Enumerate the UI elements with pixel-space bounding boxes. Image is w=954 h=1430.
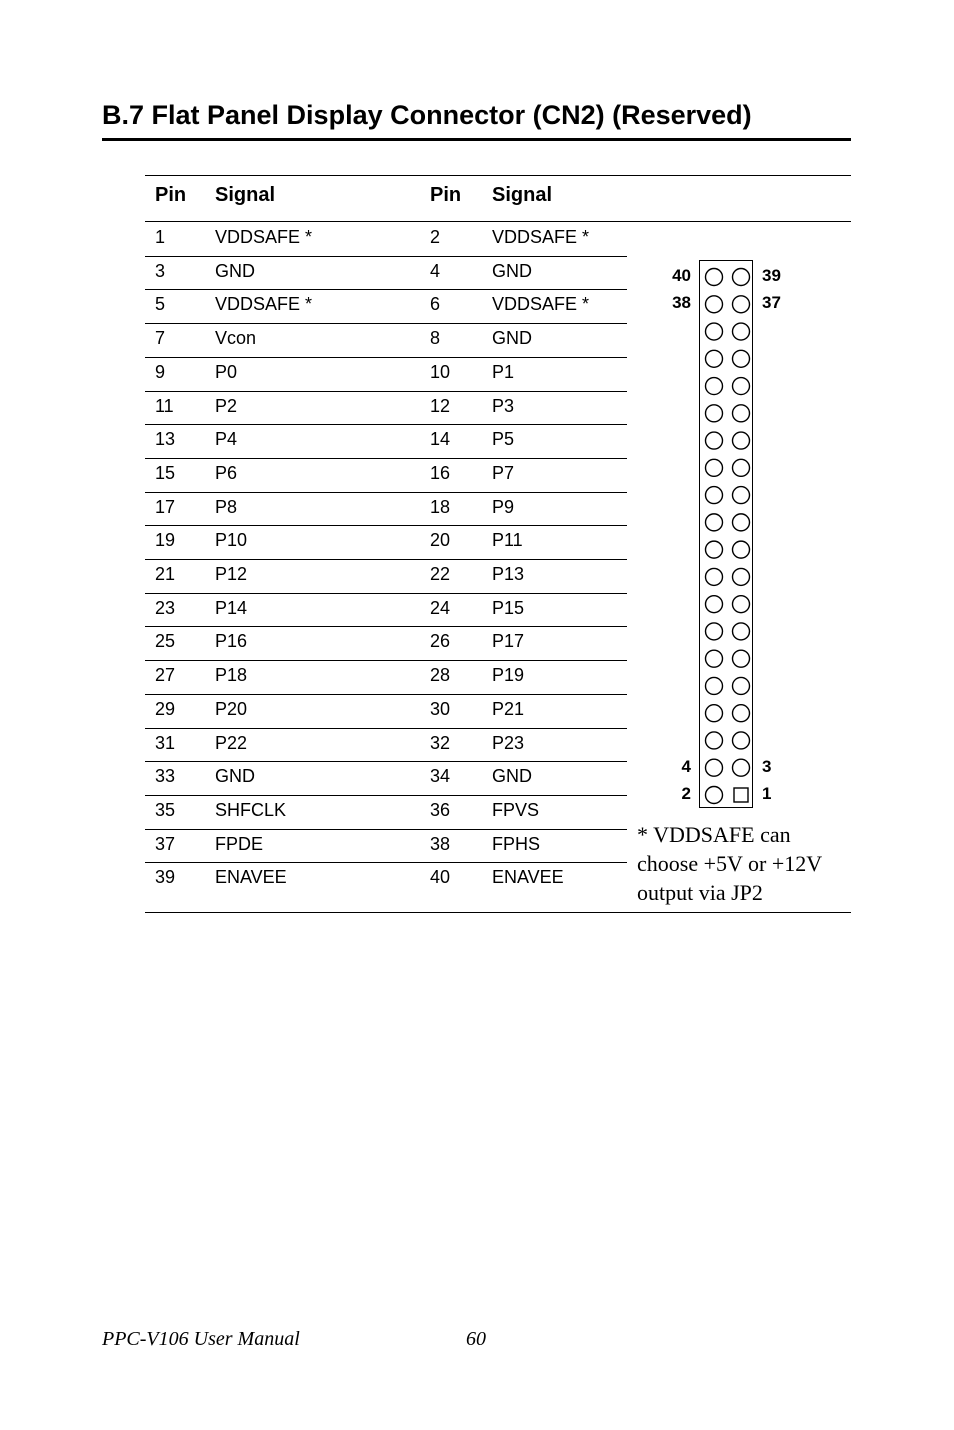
cell-signal-odd: P2 — [215, 395, 238, 416]
cell-signal-even: FPHS — [492, 833, 541, 854]
cell-pin-even: 26 — [430, 631, 451, 652]
header-signal-1: Signal — [215, 184, 276, 206]
cell-pin-odd: 29 — [155, 698, 176, 719]
pin-circle — [706, 759, 723, 776]
cell-pin-even: 12 — [430, 395, 451, 416]
cell-pin-odd: 7 — [155, 328, 166, 349]
footer-manual-title: PPC-V106 User Manual — [102, 1328, 300, 1350]
cell-pin-odd: 15 — [155, 462, 176, 483]
pin-circle — [706, 350, 723, 367]
cell-signal-even: GND — [492, 766, 532, 787]
pin-circle — [706, 378, 723, 395]
note-line-1: * VDDSAFE can — [637, 822, 791, 847]
connector-pins — [700, 261, 754, 809]
cell-pin-even: 40 — [430, 867, 451, 888]
cell-signal-odd: P16 — [215, 631, 248, 652]
cell-signal-odd: P6 — [215, 462, 238, 483]
cell-signal-odd: P4 — [215, 429, 238, 450]
cell-pin-even: 22 — [430, 564, 451, 584]
cell-signal-even: GND — [492, 328, 532, 349]
pin-label-37: 37 — [762, 293, 781, 312]
cell-pin-odd: 33 — [155, 766, 176, 787]
cell-signal-even: GND — [492, 260, 532, 281]
cell-signal-odd: P22 — [215, 732, 248, 753]
cell-signal-even: P21 — [492, 698, 525, 719]
header-signal-2: Signal — [492, 184, 553, 206]
pin-circle — [733, 623, 750, 640]
cell-signal-odd: P14 — [215, 597, 248, 618]
cell-pin-odd: 25 — [155, 631, 176, 652]
cell-pin-even: 18 — [430, 496, 451, 517]
cell-signal-odd: FPDE — [215, 833, 264, 854]
cell-signal-even: VDDSAFE * — [492, 294, 590, 315]
row-divider — [145, 728, 627, 729]
row-divider — [145, 559, 627, 560]
pin-circle — [733, 650, 750, 667]
pin-circle — [706, 787, 723, 804]
table-bottom-rule — [145, 912, 851, 913]
cell-signal-odd: P12 — [215, 564, 248, 584]
cell-signal-odd: GND — [215, 766, 255, 787]
pin-circle — [733, 705, 750, 722]
pin-label-38: 38 — [672, 293, 691, 312]
title-underline — [102, 138, 851, 141]
pin-circle — [706, 705, 723, 722]
row-divider — [145, 492, 627, 493]
cell-pin-even: 32 — [430, 732, 451, 753]
pin-circle — [733, 350, 750, 367]
cell-signal-even: P15 — [492, 597, 525, 618]
cell-pin-even: 4 — [430, 260, 441, 281]
cell-pin-odd: 21 — [155, 564, 176, 584]
cell-pin-even: 28 — [430, 665, 451, 686]
cell-signal-even: P3 — [492, 395, 515, 416]
cell-pin-even: 6 — [430, 294, 441, 315]
table-top-rule — [145, 175, 851, 176]
cell-pin-odd: 17 — [155, 496, 176, 517]
cell-signal-odd: VDDSAFE * — [215, 227, 313, 247]
pin-circle — [706, 732, 723, 749]
cell-pin-odd: 3 — [155, 260, 166, 281]
cell-signal-even: P7 — [492, 462, 515, 483]
row-divider — [145, 256, 627, 257]
cell-pin-odd: 11 — [155, 395, 174, 416]
note-line-3: output via JP2 — [637, 880, 763, 905]
cell-signal-even: P23 — [492, 732, 525, 753]
pin-1-square — [734, 788, 748, 802]
row-divider — [145, 862, 627, 863]
pin-circle — [733, 432, 750, 449]
cell-signal-even: P1 — [492, 361, 515, 382]
connector-diagram — [699, 260, 753, 808]
pin-circle — [733, 677, 750, 694]
cell-signal-even: P17 — [492, 631, 525, 652]
cell-pin-even: 38 — [430, 833, 451, 854]
pin-circle — [733, 487, 750, 504]
cell-signal-odd: SHFCLK — [215, 799, 287, 820]
cell-signal-odd: P0 — [215, 361, 238, 382]
cell-signal-even: P5 — [492, 429, 515, 450]
row-divider — [145, 525, 627, 526]
pin-circle — [706, 650, 723, 667]
pin-circle — [733, 514, 750, 531]
header-pin-1: Pin — [155, 184, 187, 206]
pin-circle — [706, 596, 723, 613]
table-header-rule — [145, 221, 851, 222]
cell-signal-odd: P10 — [215, 530, 248, 551]
cell-signal-even: FPVS — [492, 799, 540, 820]
cell-pin-even: 36 — [430, 799, 451, 820]
pin-circle — [733, 378, 750, 395]
pin-label-40: 40 — [672, 266, 691, 285]
header-pin-2: Pin — [430, 184, 462, 206]
pin-circle — [706, 514, 723, 531]
pin-circle — [706, 432, 723, 449]
cell-signal-even: P19 — [492, 665, 525, 686]
pin-circle — [706, 623, 723, 640]
pin-label-1: 1 — [762, 784, 772, 803]
row-divider — [145, 694, 627, 695]
cell-signal-even: P9 — [492, 496, 515, 517]
row-divider — [145, 357, 627, 358]
pin-circle — [733, 568, 750, 585]
pin-circle — [733, 405, 750, 422]
cell-pin-odd: 39 — [155, 867, 176, 888]
vddsafe-note — [637, 820, 847, 907]
pin-circle — [706, 568, 723, 585]
row-divider — [145, 761, 627, 762]
pin-circle — [706, 677, 723, 694]
pin-circle — [733, 323, 750, 340]
pin-circle — [733, 296, 750, 313]
cell-signal-even: P13 — [492, 564, 525, 584]
cell-pin-odd: 1 — [155, 227, 166, 247]
note-line-2: choose +5V or +12V — [637, 851, 823, 876]
cell-pin-odd: 5 — [155, 294, 166, 315]
footer-page-number: 60 — [466, 1328, 486, 1350]
cell-pin-odd: 13 — [155, 429, 176, 450]
cell-pin-odd: 23 — [155, 597, 176, 618]
cell-signal-odd: P18 — [215, 665, 248, 686]
row-divider — [145, 626, 627, 627]
cell-pin-even: 16 — [430, 462, 451, 483]
cell-signal-odd: VDDSAFE * — [215, 294, 313, 315]
cell-signal-odd: GND — [215, 260, 255, 281]
pin-circle — [733, 269, 750, 286]
cell-pin-odd: 9 — [155, 361, 166, 382]
pin-circle — [706, 269, 723, 286]
cell-pin-odd: 27 — [155, 665, 176, 686]
section-title: B.7 Flat Panel Display Connector (CN2) (Reserved) — [102, 100, 752, 130]
pin-circle — [733, 732, 750, 749]
pin-label-4: 4 — [681, 757, 691, 776]
cell-signal-odd: ENAVEE — [215, 867, 287, 888]
pin-circle — [733, 459, 750, 476]
row-divider — [145, 391, 627, 392]
cell-signal-odd: P20 — [215, 698, 248, 719]
pin-circle — [733, 541, 750, 558]
pin-label-39: 39 — [762, 266, 781, 285]
pin-circle — [733, 596, 750, 613]
pin-circle — [706, 405, 723, 422]
cell-pin-even: 30 — [430, 698, 451, 719]
cell-pin-even: 10 — [430, 361, 451, 382]
row-divider — [145, 593, 627, 594]
row-divider — [145, 323, 627, 324]
cell-signal-odd: Vcon — [215, 328, 257, 349]
cell-signal-even: P11 — [492, 530, 523, 551]
row-divider — [145, 458, 627, 459]
cell-signal-odd: P8 — [215, 496, 238, 517]
pin-circle — [706, 296, 723, 313]
cell-pin-odd: 35 — [155, 799, 176, 820]
pin-circle — [706, 323, 723, 340]
row-divider — [145, 795, 627, 796]
cell-pin-even: 8 — [430, 328, 441, 349]
row-divider — [145, 289, 627, 290]
row-divider — [145, 424, 627, 425]
cell-pin-even: 2 — [430, 227, 441, 247]
cell-pin-even: 34 — [430, 766, 451, 787]
cell-pin-even: 20 — [430, 530, 451, 551]
pin-circle — [733, 759, 750, 776]
cell-pin-odd: 19 — [155, 530, 176, 551]
cell-pin-odd: 37 — [155, 833, 176, 854]
pin-circle — [706, 459, 723, 476]
pin-circle — [706, 487, 723, 504]
pin-label-2: 2 — [681, 784, 691, 803]
cell-pin-even: 24 — [430, 597, 451, 618]
pin-circle — [706, 541, 723, 558]
row-divider — [145, 660, 627, 661]
cell-signal-even: ENAVEE — [492, 867, 564, 888]
pin-label-3: 3 — [762, 757, 772, 776]
cell-pin-even: 14 — [430, 429, 451, 450]
cell-signal-even: VDDSAFE * — [492, 227, 590, 247]
cell-pin-odd: 31 — [155, 732, 176, 753]
row-divider — [145, 829, 627, 830]
